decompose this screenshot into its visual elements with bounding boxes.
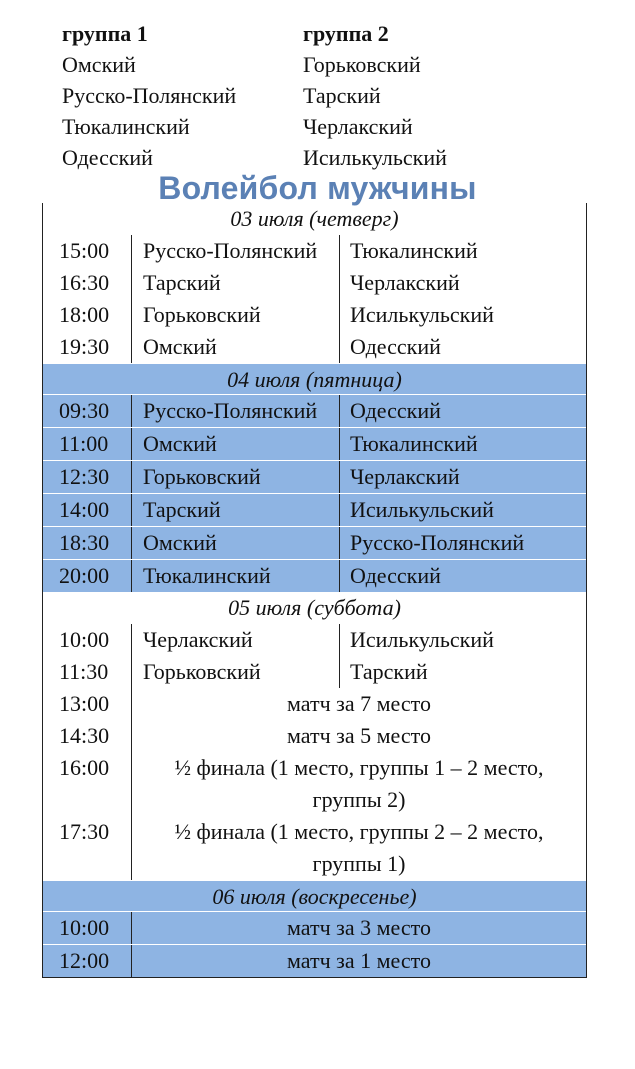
match-row <box>43 945 586 977</box>
team-a: Русско-Полянский <box>131 235 339 267</box>
group-1-team: Омский <box>62 52 136 77</box>
match-time: 10:00 <box>59 915 110 940</box>
day-header: 03 июля (четверг) <box>230 206 399 231</box>
team-a: Омский <box>131 428 339 460</box>
day-block <box>43 592 586 880</box>
team-a: Омский <box>131 331 339 363</box>
match-description: матч за 7 место <box>131 688 586 720</box>
schedule-table <box>42 203 587 978</box>
match-row <box>43 912 586 945</box>
group-1-team: Тюкалинский <box>62 114 190 139</box>
team-a: Горьковский <box>131 461 339 493</box>
day-block <box>43 203 586 363</box>
match-row <box>43 331 586 363</box>
match-row <box>43 527 586 560</box>
team-b: Тюкалинский <box>339 428 586 460</box>
page-title: Волейбол мужчины <box>158 170 477 206</box>
group-2-team: Тарский <box>303 83 381 108</box>
team-b: Исилькульский <box>339 299 586 331</box>
match-time: 16:30 <box>59 270 110 295</box>
group-1-team: Русско-Полянский <box>62 83 237 108</box>
match-row <box>43 235 586 267</box>
match-time: 13:00 <box>59 691 110 716</box>
team-b: Черлакский <box>339 267 586 299</box>
match-time: 12:30 <box>59 464 110 489</box>
group-2-team: Горьковский <box>303 52 421 77</box>
match-row <box>43 752 586 816</box>
team-a: Черлакский <box>131 624 339 656</box>
match-row <box>43 299 586 331</box>
match-time: 10:00 <box>59 627 110 652</box>
team-a: Тарский <box>131 267 339 299</box>
match-time: 16:00 <box>59 755 110 780</box>
group-2-team: Исилькульский <box>303 145 447 170</box>
group-2-team: Черлакский <box>303 114 413 139</box>
match-row <box>43 428 586 461</box>
team-b: Одесский <box>339 395 586 427</box>
team-b: Исилькульский <box>339 494 586 526</box>
match-time: 11:30 <box>59 659 109 684</box>
team-a: Русско-Полянский <box>131 395 339 427</box>
match-description: ½ финала (1 место, группы 2 – 2 место, группы 1) <box>131 816 586 880</box>
match-row <box>43 395 586 428</box>
group-1-title: группа 1 <box>62 21 148 46</box>
team-b: Русско-Полянский <box>339 527 586 559</box>
team-b: Черлакский <box>339 461 586 493</box>
match-row <box>43 560 586 592</box>
team-a: Омский <box>131 527 339 559</box>
match-time: 19:30 <box>59 334 110 359</box>
team-a: Тарский <box>131 494 339 526</box>
day-header: 05 июля (суббота) <box>228 595 401 620</box>
match-time: 11:00 <box>59 431 109 456</box>
team-a: Горьковский <box>131 656 339 688</box>
match-row <box>43 267 586 299</box>
match-description: ½ финала (1 место, группы 1 – 2 место, группы 2) <box>131 752 586 816</box>
match-time: 09:30 <box>59 398 110 423</box>
match-row <box>43 461 586 494</box>
match-row <box>43 494 586 527</box>
group-1-team: Одесский <box>62 145 153 170</box>
match-row <box>43 624 586 656</box>
match-row <box>43 656 586 688</box>
match-time: 12:00 <box>59 948 110 973</box>
match-description: матч за 3 место <box>131 912 586 944</box>
match-description: матч за 1 место <box>131 945 586 977</box>
group-1 <box>62 18 302 173</box>
day-header: 04 июля (пятница) <box>43 363 586 395</box>
team-a: Тюкалинский <box>131 560 339 592</box>
match-time: 18:00 <box>59 302 110 327</box>
group-2 <box>303 18 543 173</box>
match-row <box>43 688 586 720</box>
match-row <box>43 816 586 880</box>
day-header: 06 июля (воскресенье) <box>43 880 586 912</box>
match-time: 14:30 <box>59 723 110 748</box>
match-time: 14:00 <box>59 497 110 522</box>
match-time: 17:30 <box>59 819 110 844</box>
team-b: Исилькульский <box>339 624 586 656</box>
team-a: Горьковский <box>131 299 339 331</box>
day-block <box>43 880 586 977</box>
match-description: матч за 5 место <box>131 720 586 752</box>
team-b: Одесский <box>339 331 586 363</box>
group-2-title: группа 2 <box>303 21 389 46</box>
match-time: 20:00 <box>59 563 110 588</box>
day-block <box>43 363 586 592</box>
match-time: 18:30 <box>59 530 110 555</box>
match-time: 15:00 <box>59 238 110 263</box>
team-b: Тарский <box>339 656 586 688</box>
team-b: Тюкалинский <box>339 235 586 267</box>
team-b: Одесский <box>339 560 586 592</box>
match-row <box>43 720 586 752</box>
